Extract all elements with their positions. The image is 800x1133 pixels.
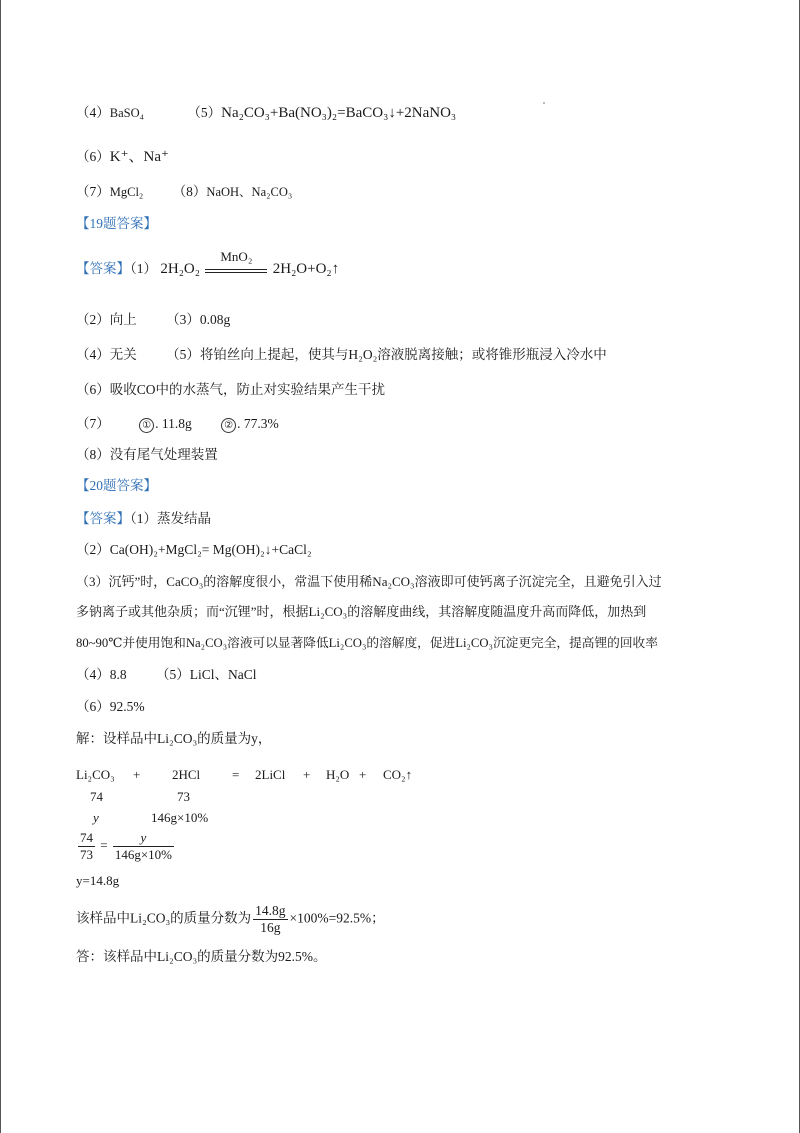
answer-text: 无关	[109, 347, 137, 362]
answer-text: BaSO₄	[109, 106, 144, 120]
q18-line-7-8	[76, 183, 292, 201]
chemical-equation: Ca(OH)₂+MgCl₂= Mg(OH)₂↓+CaCl₂	[109, 542, 312, 557]
answer-tag: 【答案】	[76, 261, 130, 276]
mass-fraction-line	[76, 903, 385, 936]
answer-text: K⁺、Na⁺	[109, 149, 169, 165]
q18-line-4-5	[76, 104, 456, 122]
item-number: （5）	[156, 667, 190, 682]
q20-line-2	[76, 541, 312, 559]
equals-bar	[205, 269, 267, 273]
q20-line-6	[76, 698, 145, 716]
item-number: （3）	[166, 312, 200, 327]
item-number: （1）	[130, 511, 157, 526]
q19-line-8	[76, 446, 218, 464]
answer-text: NaOH、Na₂CO₃	[206, 185, 293, 199]
ratio-left-den: 73	[80, 847, 93, 862]
answer-text: 没有尾气处理装置	[109, 447, 218, 462]
equation-left: 2H₂O₂	[160, 261, 200, 277]
q20-line-1	[76, 510, 211, 528]
equals-sign: =	[100, 837, 108, 853]
answer-text: 8.8	[109, 667, 127, 682]
equals-sign: =	[232, 767, 240, 782]
q20-line-4-5	[76, 666, 257, 684]
hcl-mass: 146g×10%	[151, 810, 209, 825]
result-y: y=14.8g	[76, 873, 120, 888]
plus-sign: +	[133, 767, 141, 782]
item-number: （6）	[76, 149, 110, 164]
circled-number-1: ①	[139, 418, 154, 433]
product-h2o: H₂O	[326, 767, 350, 782]
q20-line-3c: 80~90℃并使用饱和Na₂CO₃溶液可以显著降低Li₂CO₃的溶解度，促进Li₂CO₃沉淀更完全，提高锂的回收率	[76, 636, 658, 650]
chemical-equation: Na₂CO₃+Ba(NO₃)₂=BaCO₃↓+2NaNO₃	[221, 105, 457, 121]
ratio-right-den: 146g×10%	[114, 847, 173, 862]
q19-line-4-5	[76, 346, 607, 364]
item-number: （5）	[166, 347, 200, 362]
mass-fraction-den: 16g	[260, 920, 281, 935]
scan-speck	[543, 102, 545, 104]
equation-right: 2H₂O+O₂↑	[272, 261, 340, 277]
q20-line-3b: 多钠离子或其他杂质；而“沉锂”时，根据Li₂CO₃的溶解度曲线，其溶解度随温度升高而降低，加热到	[76, 604, 647, 619]
answer-text: 向上	[109, 312, 137, 327]
item-number: （6）	[76, 699, 110, 714]
reactant-li2co3: Li₂CO₃	[76, 767, 115, 782]
product-co2: CO₂↑	[383, 767, 413, 782]
q20-line-3a: （3）沉钙”时，CaCO₃的溶解度很小，常温下使用稀Na₂CO₃溶液即可使钙离子沉淀完全，且避免引入过	[76, 574, 662, 589]
item-number: （7）	[76, 416, 110, 431]
item-number: （8）	[76, 447, 110, 462]
item-number: （4）	[76, 105, 110, 120]
molar-mass-li2co3: 74	[90, 789, 103, 804]
answer-text: 蒸发结晶	[157, 511, 211, 526]
q19-heading: 【19题答案】	[76, 216, 157, 231]
solution-intro: 解：设样品中Li₂CO₃的质量为y，	[76, 731, 272, 746]
unknown-y: y	[93, 810, 99, 825]
q18-line-6	[76, 148, 169, 166]
item-number: （2）	[76, 312, 110, 327]
catalyst-label: MnO₂	[220, 248, 253, 264]
q19-line-7	[76, 415, 279, 433]
answer-text: 0.08g	[199, 312, 231, 327]
item-number: （4）	[76, 347, 110, 362]
answer-text: 将铂丝向上提起，使其与H₂O₂溶液脱离接触；或将锥形瓶浸入冷水中	[199, 347, 607, 362]
item-number: （4）	[76, 667, 110, 682]
answer-text: LiCl、NaCl	[189, 667, 257, 682]
mass-fraction-suffix: ×100%=92.5%；	[289, 910, 385, 926]
ratio-right	[113, 830, 174, 863]
ratio-equation	[76, 830, 176, 863]
final-answer: 答：该样品中Li₂CO₃的质量分数为92.5%。	[76, 949, 327, 964]
circled-number-2: ②	[221, 418, 236, 433]
answer-tag: 【答案】	[76, 511, 130, 526]
mass-fraction	[253, 903, 287, 936]
reactant-hcl: 2HCl	[172, 767, 201, 782]
q20-heading: 【20题答案】	[76, 478, 157, 493]
ratio-right-num: y	[113, 830, 174, 847]
plus-sign: +	[303, 767, 311, 782]
q19-line-1	[76, 248, 340, 279]
q19-line-6	[76, 381, 385, 399]
item-number: （1）	[130, 261, 157, 276]
molar-mass-hcl: 73	[177, 789, 190, 804]
reaction-condition	[205, 248, 267, 279]
item-number: （6）	[76, 382, 110, 397]
page-border-left	[0, 0, 1, 1133]
ratio-left	[78, 830, 95, 863]
plus-sign: +	[359, 767, 367, 782]
item-number: （2）	[76, 542, 110, 557]
ratio-left-num: 74	[80, 830, 93, 845]
answer-text: 92.5%	[109, 699, 145, 714]
q19-line-2-3	[76, 311, 230, 329]
answer-text: 吸收CO中的水蒸气，防止对实验结果产生干扰	[109, 382, 386, 397]
answer-text: . 11.8g	[155, 416, 192, 431]
mass-fraction-prefix: 该样品中Li₂CO₃的质量分数为	[76, 910, 252, 926]
item-number: （7）	[76, 184, 110, 199]
item-number: （5）	[187, 105, 222, 120]
answer-text: MgCl₂	[109, 185, 144, 199]
product-licl: 2LiCl	[255, 767, 286, 782]
answer-text: . 77.3%	[237, 416, 279, 431]
mass-fraction-num: 14.8g	[255, 903, 286, 918]
item-number: （8）	[172, 184, 207, 199]
